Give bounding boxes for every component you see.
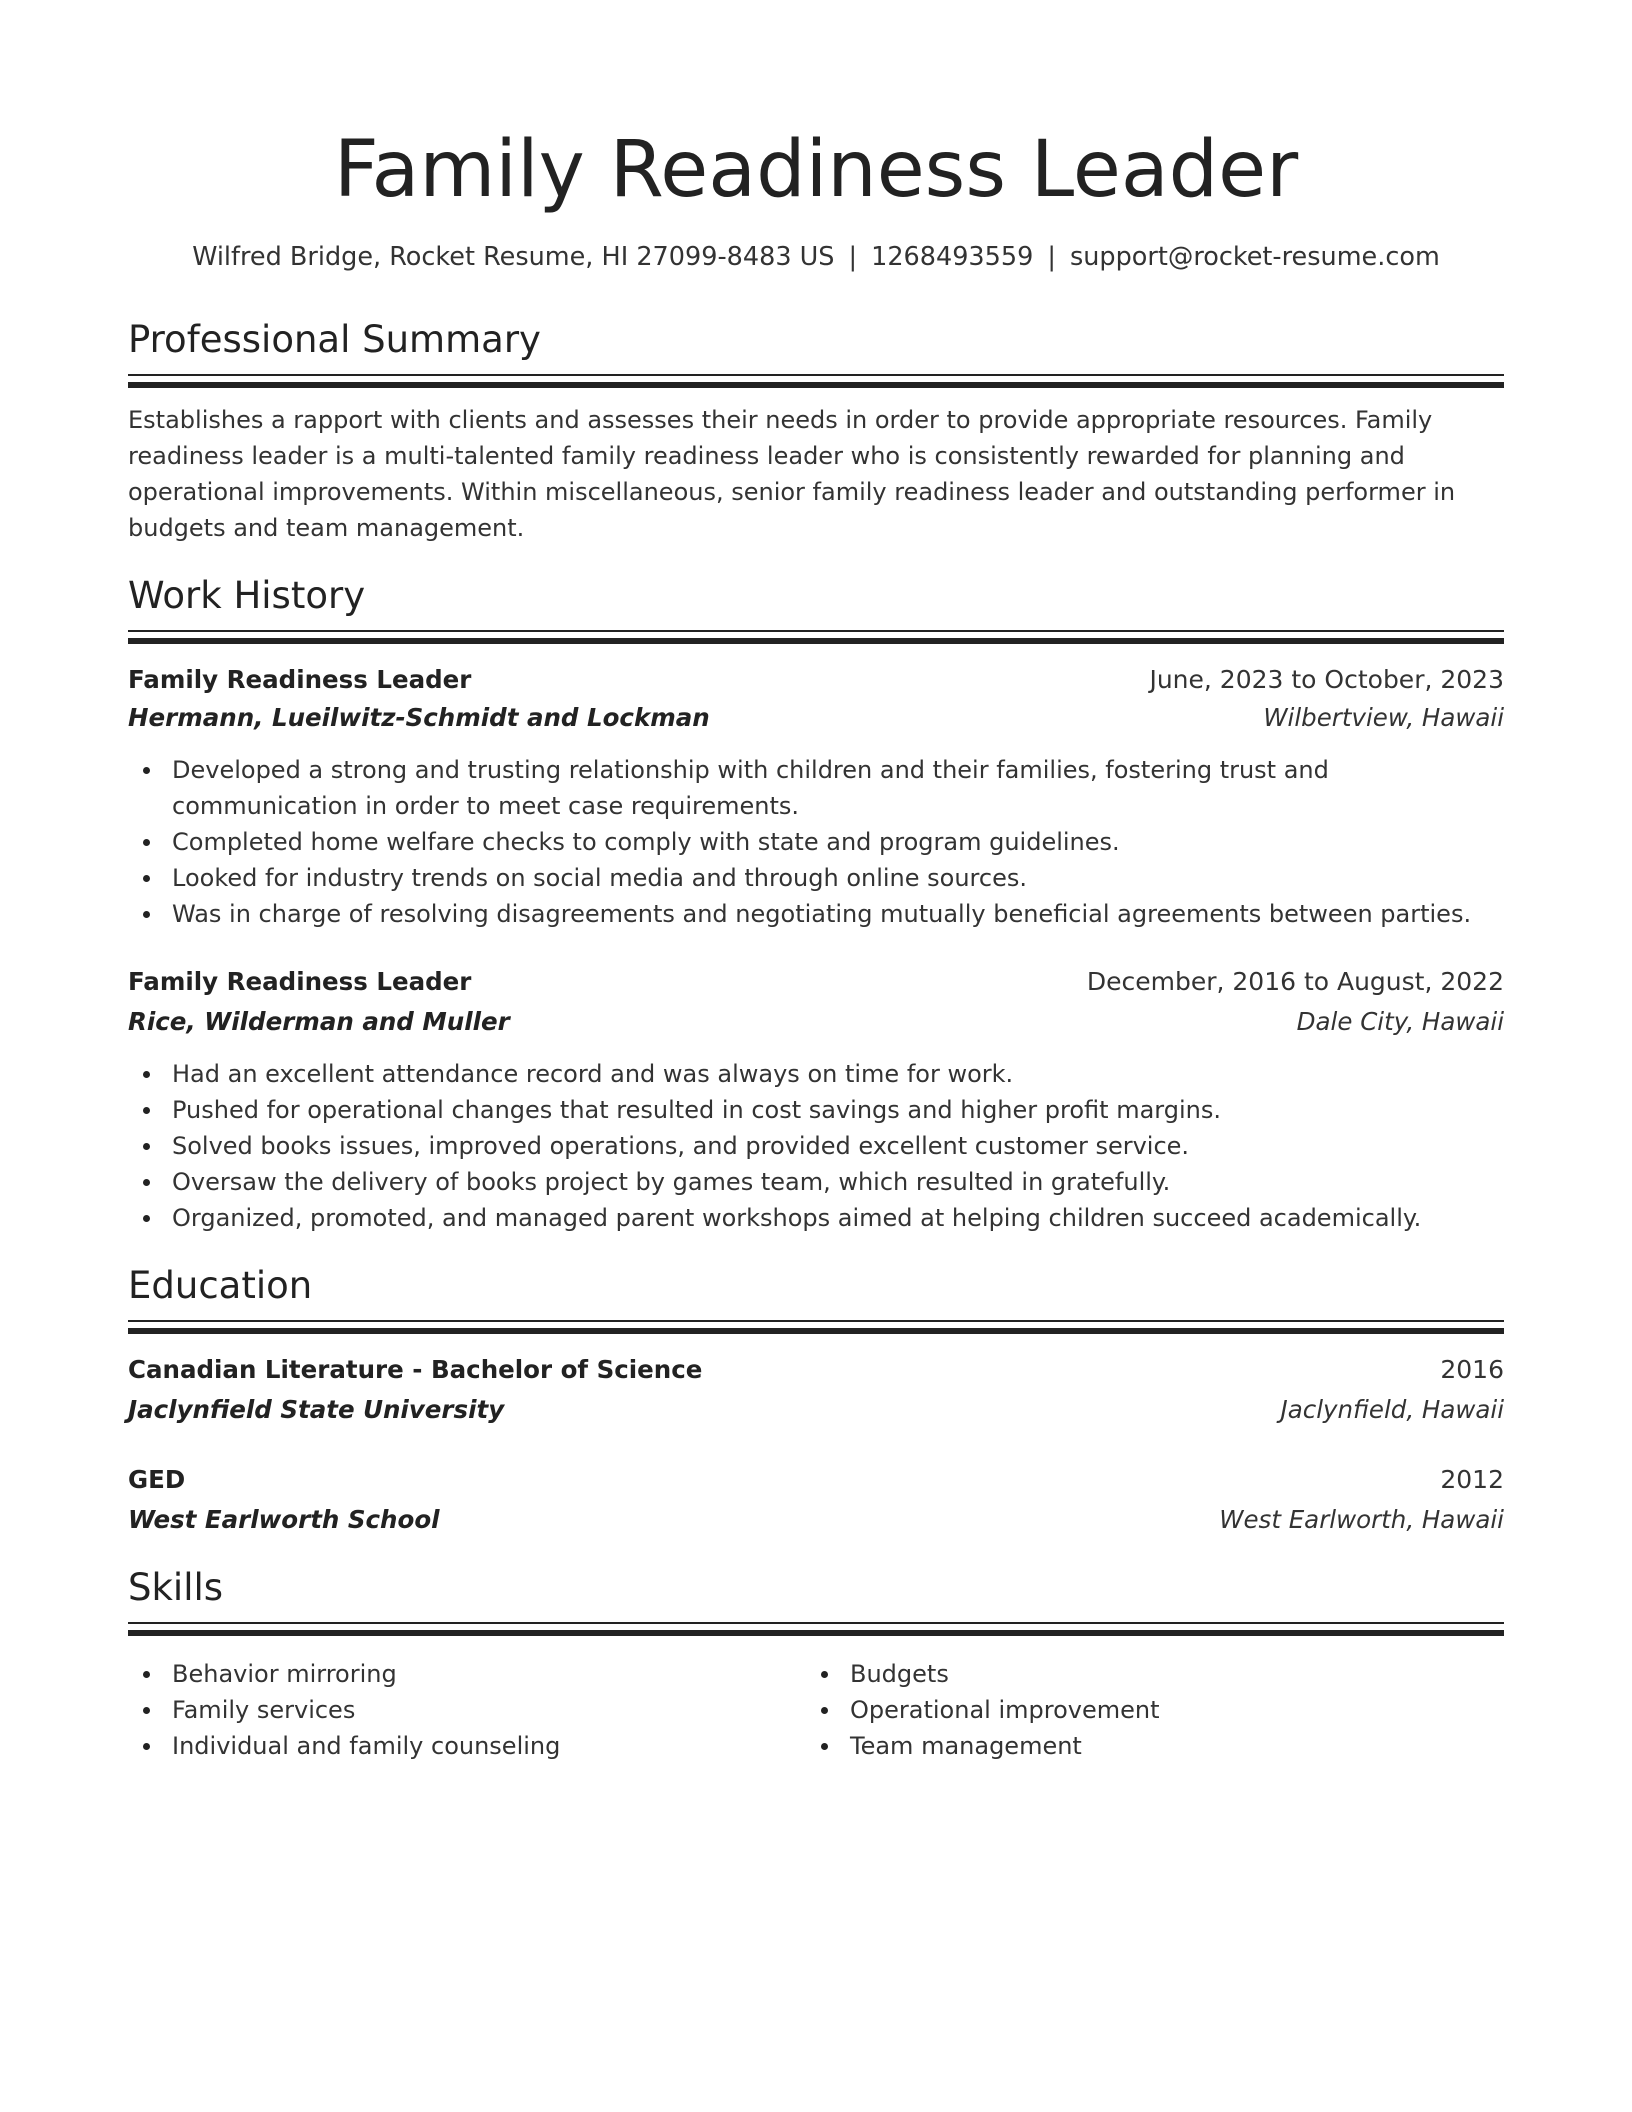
- education-degree: GED: [128, 1465, 186, 1494]
- education-school: West Earlworth School: [128, 1505, 440, 1534]
- section-divider-thick: [128, 1328, 1504, 1334]
- resume-title: Family Readiness Leader: [333, 125, 1299, 215]
- contact-address: Wilfred Bridge, Rocket Resume, HI 27099-8483 US: [192, 242, 835, 272]
- education-subheader: [128, 1392, 1504, 1428]
- list-item: Looked for industry trends on social media and through online sources.: [128, 860, 1504, 896]
- job-subheader: [128, 1004, 1504, 1040]
- section-divider-thick: [128, 382, 1504, 388]
- job-subheader: [128, 700, 1504, 736]
- job-title: Family Readiness Leader: [128, 967, 472, 996]
- list-item: Oversaw the delivery of books project by games team, which resulted in gratefully.: [128, 1164, 1504, 1200]
- job-company: Hermann, Lueilwitz-Schmidt and Lockman: [128, 703, 710, 732]
- section-professional-summary: [128, 314, 1504, 366]
- job-dates: June, 2023 to October, 2023: [1149, 665, 1504, 694]
- list-item: Pushed for operational changes that resulted in cost savings and higher profit margins.: [128, 1092, 1504, 1128]
- contact-email[interactable]: support@rocket-resume.com: [1069, 242, 1440, 272]
- job-bullets: [128, 752, 1504, 932]
- education-header: [128, 1352, 1504, 1388]
- contact-line: [128, 239, 1504, 275]
- section-education: [128, 1260, 1504, 1312]
- section-divider-thin: [128, 1622, 1504, 1624]
- contact-separator: |: [848, 242, 858, 272]
- skill-item: Operational improvement: [806, 1692, 1466, 1728]
- job-location: Dale City, Hawaii: [1296, 1007, 1504, 1036]
- section-heading: Work History: [128, 574, 366, 617]
- contact-phone: 1268493559: [871, 242, 1034, 272]
- skill-item: Individual and family counseling: [128, 1728, 788, 1764]
- section-divider-thin: [128, 374, 1504, 376]
- job-header: [128, 662, 1504, 698]
- skills-list-right: [806, 1656, 1466, 1764]
- skills-list-left: [128, 1656, 788, 1764]
- job-header: [128, 964, 1504, 1000]
- job-bullets: [128, 1056, 1504, 1236]
- section-divider-thick: [128, 638, 1504, 644]
- education-subheader: [128, 1502, 1504, 1538]
- list-item: Organized, promoted, and managed parent workshops aimed at helping children succeed academically.: [128, 1200, 1504, 1236]
- education-school: Jaclynfield State University: [128, 1395, 505, 1424]
- section-divider-thin: [128, 1320, 1504, 1322]
- skill-item: Team management: [806, 1728, 1466, 1764]
- section-skills: [128, 1562, 1504, 1614]
- list-item: Solved books issues, improved operations, and provided excellent customer service.: [128, 1128, 1504, 1164]
- section-divider-thick: [128, 1630, 1504, 1636]
- education-location: Jaclynfield, Hawaii: [1280, 1395, 1504, 1424]
- list-item: Developed a strong and trusting relationship with children and their families, fostering trust and communication in order to meet case requirements.: [128, 752, 1504, 824]
- section-heading: Education: [128, 1264, 313, 1307]
- education-location: West Earlworth, Hawaii: [1219, 1505, 1504, 1534]
- job-company: Rice, Wilderman and Muller: [128, 1007, 510, 1036]
- skill-item: Behavior mirroring: [128, 1656, 788, 1692]
- section-divider-thin: [128, 630, 1504, 632]
- education-header: [128, 1462, 1504, 1498]
- list-item: Was in charge of resolving disagreements and negotiating mutually beneficial agreements between parties.: [128, 896, 1504, 932]
- section-heading: Professional Summary: [128, 318, 541, 361]
- summary-text: Establishes a rapport with clients and assesses their needs in order to provide appropriate resources. Family readiness leader is a multi-talented family readiness leader who is consistently rewarded for planning and operational improvements. Within miscellaneous, senior family readiness leader and outstanding performer in budgets and team management.: [128, 406, 1456, 542]
- job-title: Family Readiness Leader: [128, 665, 472, 694]
- education-degree: Canadian Literature - Bachelor of Science: [128, 1355, 703, 1384]
- section-heading: Skills: [128, 1566, 224, 1609]
- list-item: Completed home welfare checks to comply with state and program guidelines.: [128, 824, 1504, 860]
- contact-separator: |: [1047, 242, 1056, 272]
- education-year: 2012: [1440, 1465, 1504, 1494]
- section-work-history: [128, 570, 1504, 622]
- skill-item: Budgets: [806, 1656, 1466, 1692]
- list-item: Had an excellent attendance record and was always on time for work.: [128, 1056, 1504, 1092]
- skill-item: Family services: [128, 1692, 788, 1728]
- job-location: Wilbertview, Hawaii: [1263, 703, 1504, 732]
- job-dates: December, 2016 to August, 2022: [1086, 967, 1504, 996]
- education-year: 2016: [1440, 1355, 1504, 1384]
